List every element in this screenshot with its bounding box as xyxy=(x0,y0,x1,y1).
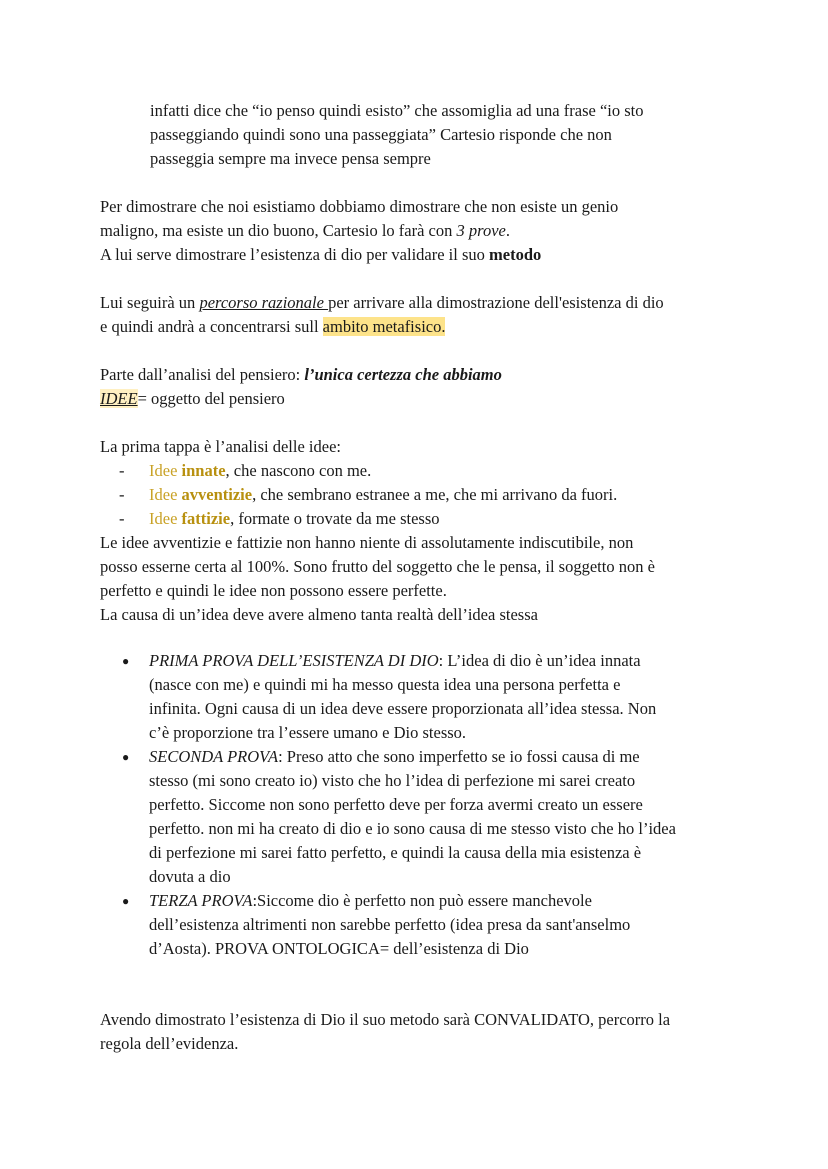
text-line: infatti dice che “io penso quindi esisto” che assomiglia ad una frase “io sto xyxy=(150,101,644,120)
paragraph-pensiero xyxy=(100,363,740,411)
highlight-idee: IDEE xyxy=(100,389,138,408)
text-line xyxy=(149,649,760,673)
text-line: di perfezione mi sarei fatto perfetto, e quindi la causa della mia esistenza è xyxy=(149,843,642,862)
text-span: Idee xyxy=(149,485,182,504)
text-span: :Siccome dio è perfetto non può essere manchevole xyxy=(252,891,592,910)
proof-item-seconda xyxy=(100,745,760,889)
text-line: dell’esistenza altrimenti non sarebbe perfetto (idea presa da sant'anselmo xyxy=(149,915,631,934)
bold-innate: innate xyxy=(181,461,226,480)
text-line: perfetto. Siccome non sono perfetto deve per forza avermi creato un essere xyxy=(149,795,643,814)
paragraph-conclusione xyxy=(100,1008,760,1056)
paragraph-genio-maligno xyxy=(100,195,740,267)
list-item xyxy=(100,507,760,531)
text-line xyxy=(149,889,760,913)
text-line xyxy=(149,745,760,769)
text-span: : Preso atto che sono imperfetto se io fossi causa di me xyxy=(278,747,640,766)
text-line: perfetto. non mi ha creato di dio e io sono causa di me stesso visto che ho l’idea xyxy=(149,819,676,838)
text-line: dovuta a dio xyxy=(149,867,231,886)
proofs-section xyxy=(100,649,760,961)
text-span: e quindi andrà a concentrarsi sull xyxy=(100,317,323,336)
text-span: . xyxy=(505,221,510,240)
text-span: , che nascono con me. xyxy=(225,461,372,480)
list-item xyxy=(100,483,760,507)
highlight-ambito-metafisico: ambito metafisico. xyxy=(322,317,446,336)
bold-metodo: metodo xyxy=(489,245,542,264)
text-line: d’Aosta). PROVA ONTOLOGICA= dell’esistenza di Dio xyxy=(149,939,529,958)
text-span: maligno, ma esiste un dio buono, Cartesio lo farà con xyxy=(100,221,457,240)
text-line xyxy=(100,219,740,243)
proof-title: SECONDA PROVA xyxy=(149,747,279,766)
text-line: Per dimostrare che noi esistiamo dobbiamo dimostrare che non esiste un genio xyxy=(100,197,619,216)
text-line: perfetto e quindi le idee non possono essere perfette. xyxy=(100,581,447,600)
underlined-percorso-razionale: percorso razionale xyxy=(199,293,329,312)
text-line: posso esserne certa al 100%. Sono frutto del soggetto che le pensa, il soggetto non è xyxy=(100,557,655,576)
paragraph-percorso xyxy=(100,291,760,339)
text-line: regola dell’evidenza. xyxy=(100,1034,239,1053)
text-line: Le idee avventizie e fattizie non hanno niente di assolutamente indiscutibile, non xyxy=(100,533,634,552)
text-line xyxy=(100,243,740,267)
text-span: Parte dall’analisi del pensiero: xyxy=(100,365,305,384)
text-line: passeggiando quindi sono una passeggiata” Cartesio risponde che non xyxy=(150,125,612,144)
text-span: Idee xyxy=(149,509,182,528)
text-line: stesso (mi sono creato io) visto che ho l’idea di perfezione mi sarei creato xyxy=(149,771,636,790)
text-span: = oggetto del pensiero xyxy=(137,389,285,408)
proofs-list xyxy=(100,649,760,961)
text-span: Idee xyxy=(149,461,182,480)
text-line xyxy=(100,291,760,315)
paragraph-cogito xyxy=(150,99,740,171)
proof-title: PRIMA PROVA DELL’ESISTENZA DI DIO xyxy=(149,651,439,670)
text-line xyxy=(100,315,760,339)
text-line: La causa di un’idea deve avere almeno tanta realtà dell’idea stessa xyxy=(100,605,538,624)
text-line: Avendo dimostrato l’esistenza di Dio il suo metodo sarà CONVALIDATO, percorro la xyxy=(100,1010,671,1029)
proof-item-terza xyxy=(100,889,760,961)
paragraph-analisi-idee xyxy=(100,435,760,627)
text-line xyxy=(100,363,740,387)
text-span: , formate o trovate da me stesso xyxy=(230,509,440,528)
text-span: Lui seguirà un xyxy=(100,293,200,312)
text-span: , che sembrano estranee a me, che mi arrivano da fuori. xyxy=(252,485,618,504)
bold-italic-certezza: l’unica certezza che abbiamo xyxy=(304,365,502,384)
text-line xyxy=(100,387,740,411)
emphasis-prove: 3 prove xyxy=(456,221,506,240)
bold-avventizie: avventizie xyxy=(181,485,253,504)
text-span: per arrivare alla dimostrazione dell'esistenza di dio xyxy=(328,293,664,312)
text-span: : L’idea di dio è un’idea innata xyxy=(438,651,641,670)
text-line: passeggia sempre ma invece pensa sempre xyxy=(150,149,431,168)
proof-title: TERZA PROVA xyxy=(149,891,253,910)
proof-item-prima xyxy=(100,649,760,745)
text-line: La prima tappa è l’analisi delle idee: xyxy=(100,437,341,456)
bold-fattizie: fattizie xyxy=(181,509,231,528)
text-line: infinita. Ogni causa di un idea deve essere proporzionata all’idea stessa. Non xyxy=(149,699,657,718)
list-item xyxy=(100,459,760,483)
text-line: c’è proporzione tra l’essere umano e Dio stesso. xyxy=(149,723,467,742)
text-line: (nasce con me) e quindi mi ha messo questa idea una persona perfetta e xyxy=(149,675,621,694)
text-span: A lui serve dimostrare l’esistenza di dio per validare il suo xyxy=(100,245,490,264)
idee-list xyxy=(100,459,760,531)
